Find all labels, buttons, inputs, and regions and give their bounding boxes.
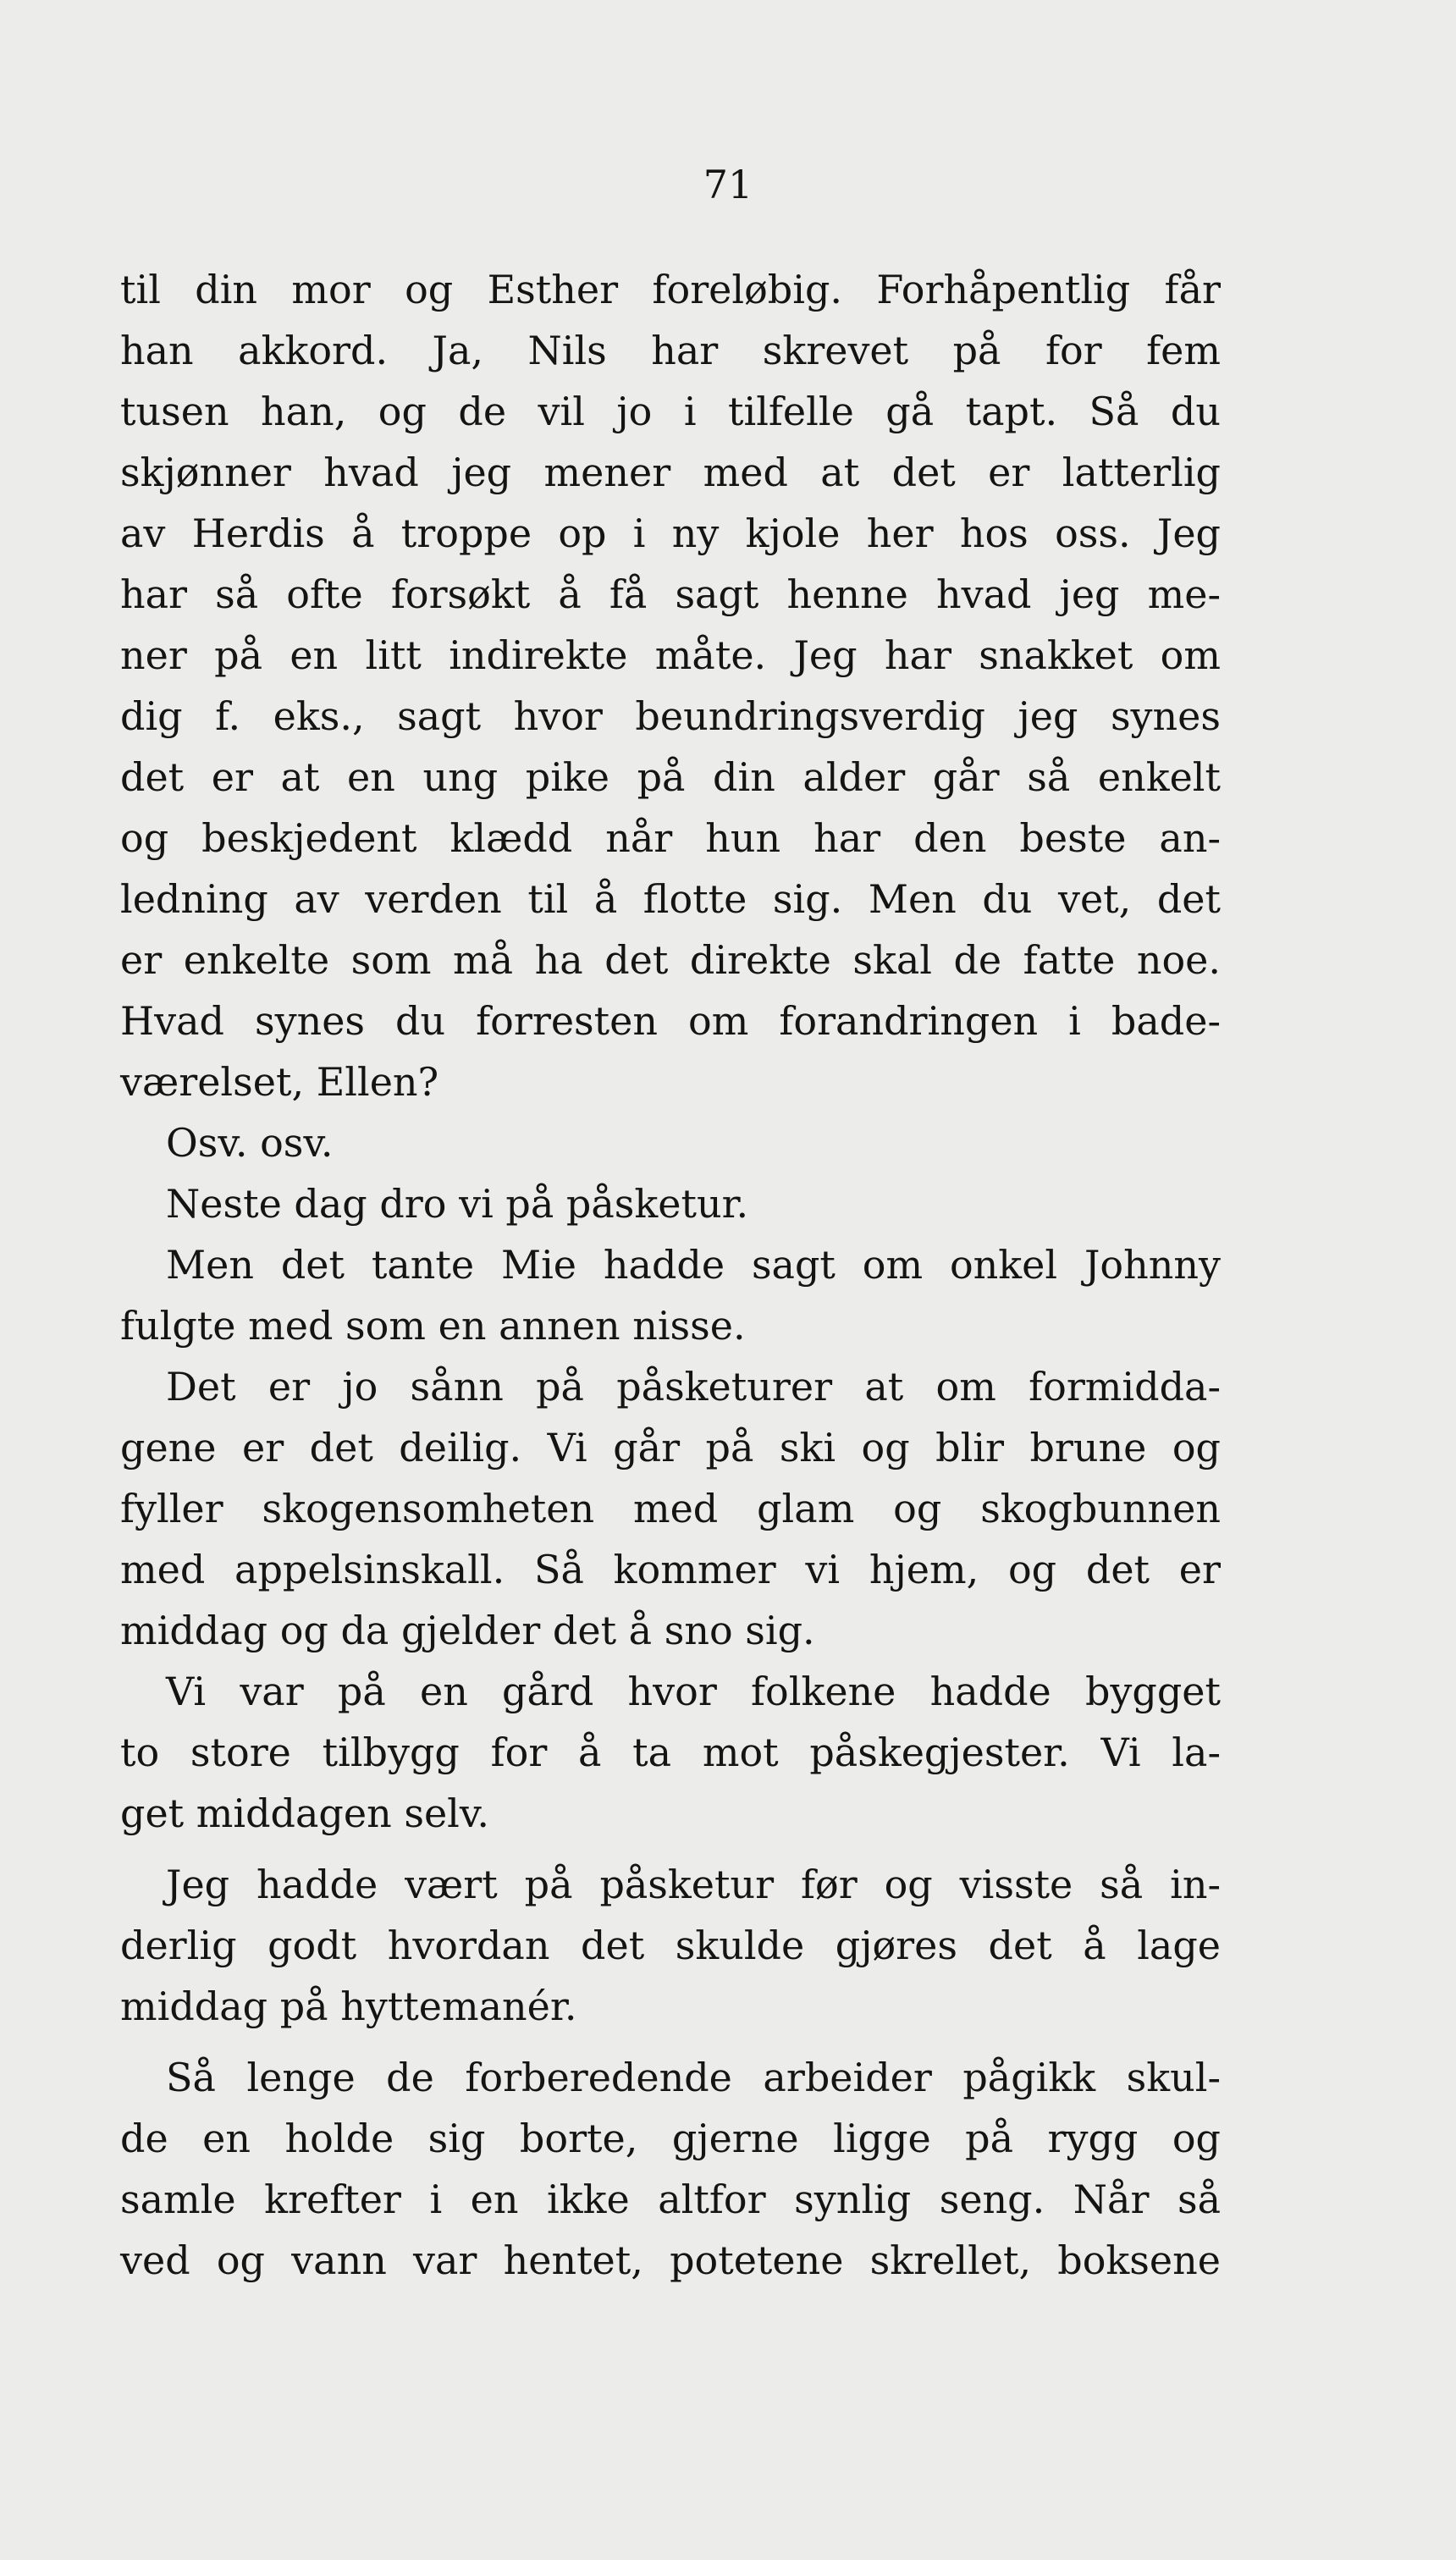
text-line: middag og da gjelder det å sno sig. (120, 1608, 815, 1653)
text-line: værelset, Ellen? (120, 1059, 439, 1105)
text-line: med appelsinskall. Så kommer vi hjem, og det er (120, 1547, 1221, 1592)
text-line: han akkord. Ja, Nils har skrevet på for fem (120, 328, 1221, 373)
text-line: Jeg hadde vært på påsketur før og visste så in- (166, 1862, 1221, 1907)
text-line: samle krefter i en ikke altfor synlig seng. Når så (120, 2177, 1221, 2222)
text-line: middag på hyttemanér. (120, 1983, 577, 2029)
text-line: tusen han, og de vil jo i tilfelle gå tapt. Så du (120, 389, 1221, 434)
text-line: fyller skogensomheten med glam og skogbunnen (120, 1486, 1221, 1531)
text-line: Vi var på en gård hvor folkene hadde bygget (166, 1669, 1221, 1714)
text-line: skjønner hvad jeg mener med at det er latterlig (120, 450, 1221, 495)
text-line: dig f. eks., sagt hvor beundringsverdig jeg synes (120, 693, 1221, 739)
text-line: Men det tante Mie hadde sagt om onkel Johnny (166, 1242, 1221, 1288)
text-line: har så ofte forsøkt å få sagt henne hvad jeg me- (120, 571, 1221, 617)
body-text (120, 259, 1221, 2291)
text-line: det er at en ung pike på din alder går så enkelt (120, 754, 1221, 800)
text-line: Det er jo sånn på påsketurer at om formidda- (166, 1364, 1221, 1410)
text-line: Neste dag dro vi på påsketur. (166, 1181, 749, 1227)
text-line: get middagen selv. (120, 1790, 490, 1836)
text-line: gene er det deilig. Vi går på ski og blir brune og (120, 1425, 1221, 1470)
text-line: av Herdis å troppe op i ny kjole her hos oss. Jeg (120, 510, 1221, 556)
text-line: og beskjedent klædd når hun har den beste an- (120, 815, 1221, 861)
text-line: fulgte med som en annen nisse. (120, 1303, 746, 1349)
text-line: de en holde sig borte, gjerne ligge på rygg og (120, 2116, 1221, 2161)
text-line: ner på en litt indirekte måte. Jeg har snakket om (120, 632, 1221, 678)
text-line: derlig godt hvordan det skulde gjøres det å lage (120, 1923, 1221, 1968)
text-line: Osv. osv. (166, 1120, 334, 1166)
text-line: Så lenge de forberedende arbeider pågikk skul- (166, 2055, 1221, 2100)
text-line: til din mor og Esther foreløbig. Forhåpentlig får (120, 267, 1221, 312)
text-line: er enkelte som må ha det direkte skal de fatte noe. (120, 937, 1221, 983)
text-line: ved og vann var hentet, potetene skrellet, boksene (120, 2237, 1221, 2283)
page-number: 71 (703, 162, 753, 207)
text-line: Hvad synes du forresten om forandringen i bade- (120, 998, 1221, 1044)
text-line: to store tilbygg for å ta mot påskegjester. Vi la- (120, 1730, 1221, 1775)
text-line: ledning av verden til å flotte sig. Men du vet, det (120, 876, 1221, 922)
